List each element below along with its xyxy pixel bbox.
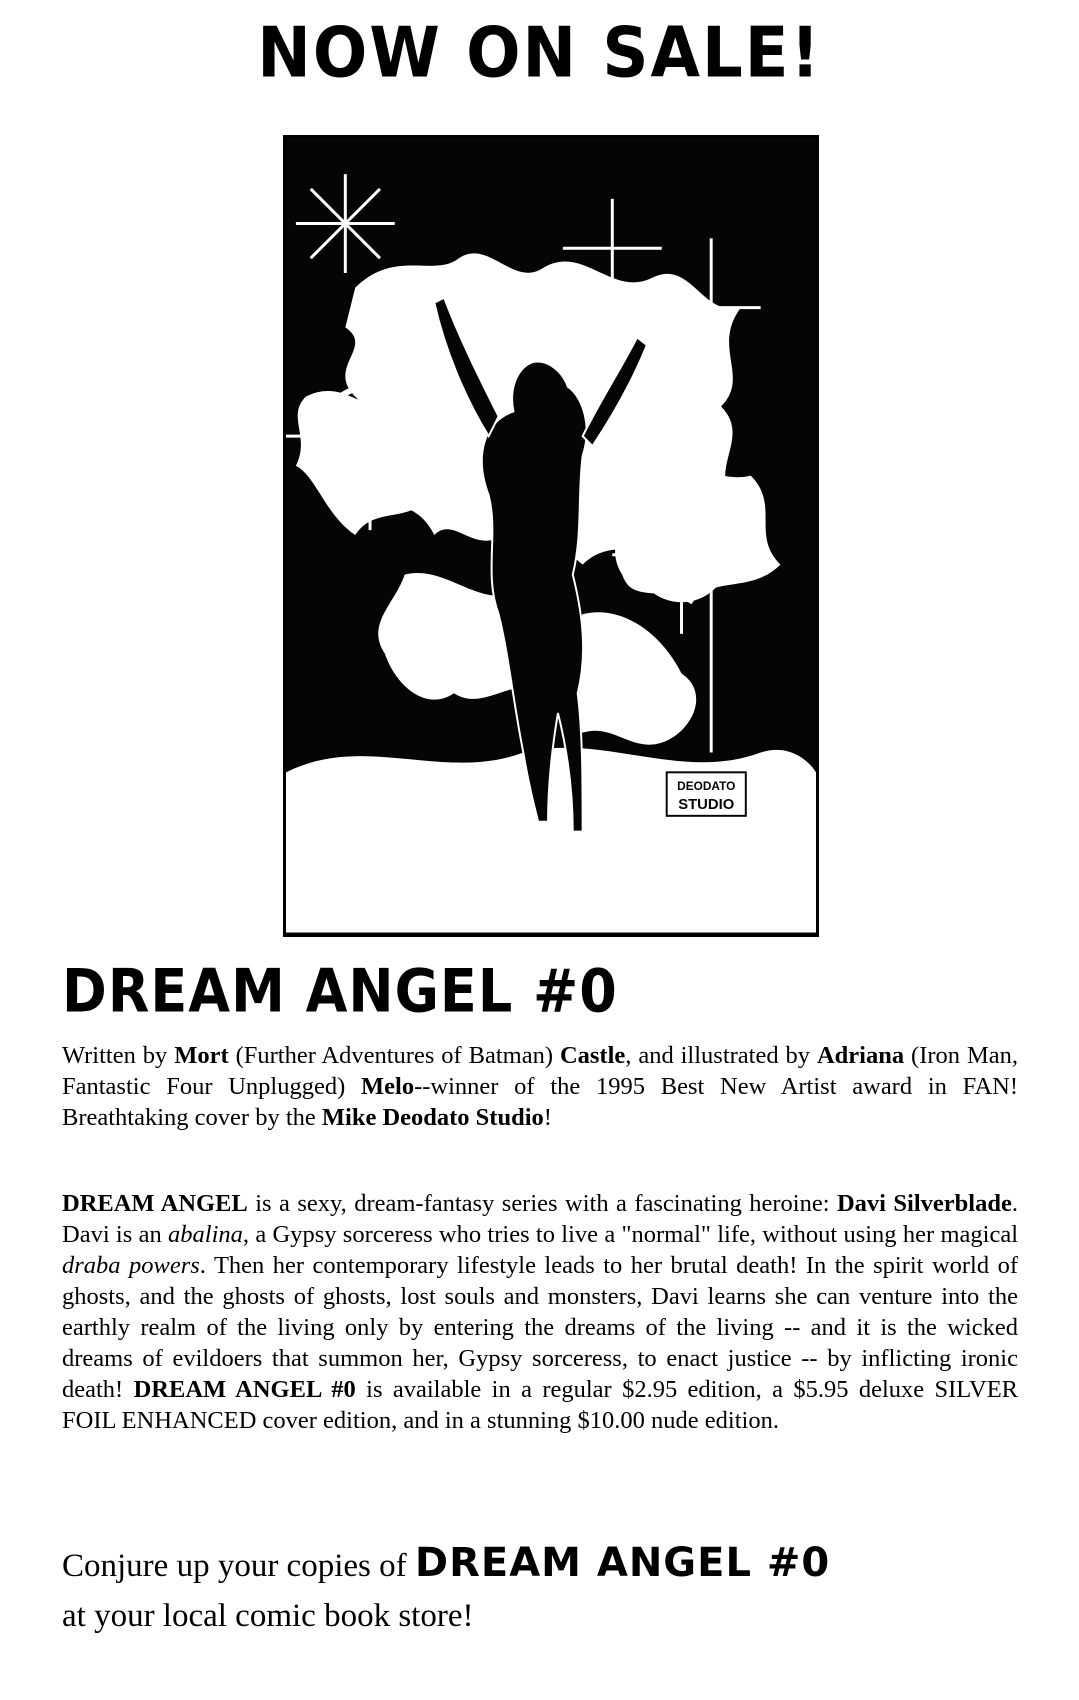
text: Written by: [62, 1042, 175, 1069]
text: , and illustrated by: [625, 1042, 817, 1069]
cta-line1: [62, 1538, 830, 1591]
signature-line2: STUDIO: [678, 796, 735, 813]
text: is available in a regular $2.95 edition, a $5.95 deluxe SILVER FOIL ENHANCED cover edition, and in a stunning $10.00 nude edition.: [62, 1376, 1018, 1434]
call-to-action: [62, 1538, 830, 1641]
text: (Iron Man, Fantastic Four Unplugged): [62, 1042, 1018, 1100]
text: (Further Adventures of Batman): [228, 1042, 560, 1069]
writer-last-name: Castle: [559, 1042, 626, 1069]
series-name: DREAM ANGEL: [62, 1190, 248, 1217]
cta-title: DREAM ANGEL #0: [414, 1540, 831, 1586]
text: is a sexy, dream-fantasy series with a fascinating heroine:: [247, 1190, 837, 1217]
writer-first-name: Mort: [174, 1042, 229, 1069]
text: . Davi is an: [62, 1190, 1018, 1248]
headline: NOW ON SALE!: [257, 14, 822, 94]
cover-illustration: [283, 135, 819, 937]
heroine-name: Davi Silverblade: [836, 1190, 1012, 1217]
cover-studio: Mike Deodato Studio: [321, 1104, 544, 1131]
text: --winner of the 1995 Best New Artist award in FAN! Breathtaking cover by the: [62, 1073, 1018, 1131]
cta-line2: at your local comic book store!: [62, 1598, 474, 1634]
term-abalina: abalina: [168, 1221, 243, 1248]
cta-prefix: Conjure up your copies of: [62, 1548, 415, 1584]
signature-line1: DEODATO: [677, 779, 736, 794]
studio-signature: [667, 772, 746, 816]
text: . Then her contemporary lifestyle leads to her brutal death! In the spirit world of ghosts, and the ghosts of ghosts, lost souls and monsters, Davi learns she can venture into the earthly realm of the living only by entering the dreams of the living -- and it is the wicked dreams of evildoers that summon her, Gypsy sorceress, to enact justice -- by inflicting ironic death!: [62, 1252, 1018, 1403]
term-draba-powers: draba powers: [62, 1252, 200, 1279]
artist-first-name: Adriana: [816, 1042, 905, 1069]
cover-artwork: [286, 138, 816, 934]
text: , a Gypsy sorceress who tries to live a "normal" life, without using her magical: [242, 1221, 1019, 1248]
artist-last-name: Melo: [361, 1073, 415, 1100]
description-paragraph: [62, 1188, 1018, 1436]
text: !: [543, 1104, 552, 1131]
issue-name: DREAM ANGEL #0: [133, 1376, 356, 1403]
comic-title: DREAM ANGEL #0: [62, 956, 618, 1026]
credits-paragraph: [62, 1040, 1018, 1133]
